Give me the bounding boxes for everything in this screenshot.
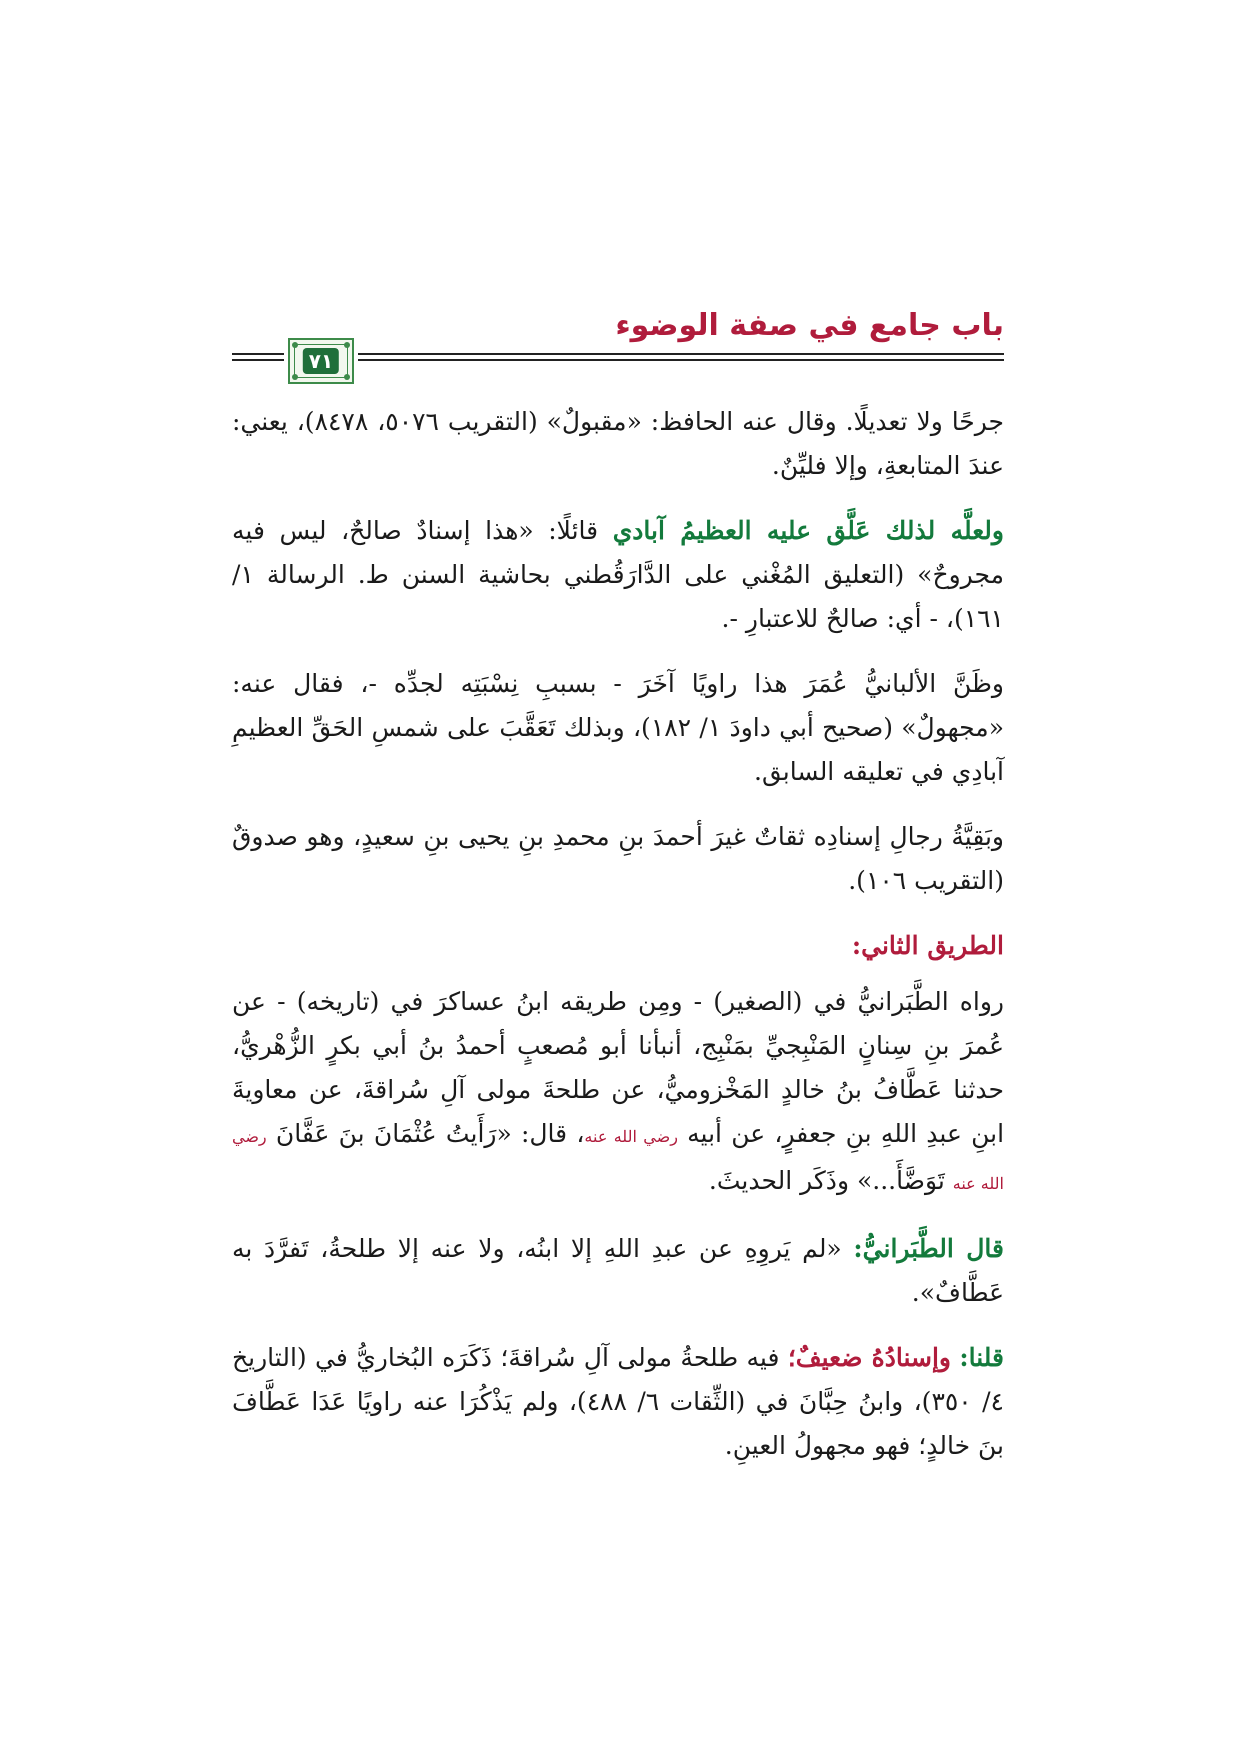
header-rule-right-lower — [358, 359, 1004, 361]
header-rule-right — [358, 353, 1004, 355]
paragraph-text: وظَنَّ الألبانيُّ عُمَرَ هذا راويًا آخَرَ - بسببِ نِسْبَتِه لجدِّه -، فقال عنه: «مجهولٌ» (صحيح أبي داودَ ١/ ١٨٢)، وبذلك تَعَقَّبَ على شمسِ الحَقِّ العظيمِ آبادِي في تعليقه السابق. — [232, 669, 1004, 786]
page-number: ٧١ — [303, 348, 339, 374]
paragraph-lead: ولعلَّه لذلك عَلَّق عليه العظيمُ آبادي — [612, 516, 1005, 545]
ornament-corner — [344, 342, 350, 348]
paragraph-tabarani — [232, 1227, 1004, 1315]
paragraph-albani — [232, 662, 1004, 794]
paragraph-text: جرحًا ولا تعديلًا. وقال عنه الحافظ: «مقبولٌ» (التقريب ٥٠٧٦، ٨٤٧٨)، يعني: عندَ المتابعةِ، وإلا فليِّنٌ. — [232, 407, 1005, 480]
header-rule-left-lower — [232, 359, 284, 361]
chapter-title: باب جامع في صفة الوضوء — [615, 308, 1004, 343]
paragraph-lead: قال الطَّبَرانيُّ: — [853, 1234, 1004, 1263]
paragraph-text: قائلًا: «هذا إسنادٌ صالحٌ، ليس فيه مجروحٌ» (التعليق المُغْني على الدَّارَقُطني بحاشية السنن ط. الرسالة ١/ ١٦١)، - أي: صالحٌ للاعتبارِ -. — [232, 516, 1004, 633]
paragraph-text: وبَقِيَّةُ رجالِ إسنادِه ثقاتٌ غيرَ أحمدَ بنِ محمدِ بنِ يحيى بنِ سعيدٍ، وهو صدوقٌ (التقريب ١٠٦). — [232, 822, 1004, 895]
page-header — [232, 308, 1004, 388]
paragraph-text: تَوَضَّأَ...» وذَكَر الحديثَ. — [708, 1166, 953, 1195]
honorific-symbol: رضي الله عنه — [232, 1127, 1004, 1193]
paragraph-riwaya — [232, 980, 1004, 1206]
ornament-corner — [344, 374, 350, 380]
page-body — [232, 400, 1004, 1489]
ornament-corner — [292, 342, 298, 348]
paragraph-text: رواه الطَّبَرانيُّ في (الصغير) - ومِن طريقه ابنُ عساكرَ في (تاريخه) - عن عُمرَ بنِ سِنانٍ المَنْبِجيِّ بمَنْبِج، أنبأنا أبو مُصعبٍ أحمدُ بنُ أبي بكرٍ الزُّهْريُّ، حدثنا عَطَّافُ بنُ خالدٍ المَخْزوميُّ، عن طلحةَ مولى آلِ سُراقةَ، عن معاويةَ ابنِ عبدِ اللهِ بنِ جعفرٍ، عن أبيه — [232, 987, 1005, 1148]
paragraph-rijal — [232, 815, 1004, 903]
section-heading: الطريق الثاني: — [851, 931, 1004, 960]
paragraph-text: «لم يَروِهِ عن عبدِ اللهِ إلا ابنُه، ولا عنه إلا طلحةُ، تَفرَّدَ به عَطَّافٌ». — [232, 1234, 1004, 1307]
page-number-frame — [288, 338, 354, 384]
header-rule-left — [232, 353, 284, 355]
honorific-symbol: رضي الله عنه — [584, 1127, 678, 1146]
paragraph-jarh — [232, 400, 1004, 488]
paragraph-azim-abadi — [232, 509, 1004, 641]
paragraph-text: ، قال: «رَأَيتُ عُثْمَانَ بنَ عَفَّانَ — [266, 1119, 585, 1148]
ornament-corner — [292, 374, 298, 380]
paragraph-text: فيه طلحةُ مولى آلِ سُراقةَ؛ ذَكَرَه البُخاريُّ في (التاريخ ٤/ ٣٥٠)، وابنُ حِبَّانَ في (الثِّقات ٦/ ٤٨٨)، ولم يَذْكُرَا عنه راويًا عَدَا عَطَّافَ بنَ خالدٍ؛ فهو مجهولُ العينِ. — [232, 1343, 1004, 1460]
paragraph-lead: قلنا: — [959, 1343, 1004, 1372]
paragraph-emphasis: وإسنادُهُ ضعيفٌ؛ — [787, 1343, 951, 1372]
paragraph-qulna — [232, 1336, 1004, 1468]
